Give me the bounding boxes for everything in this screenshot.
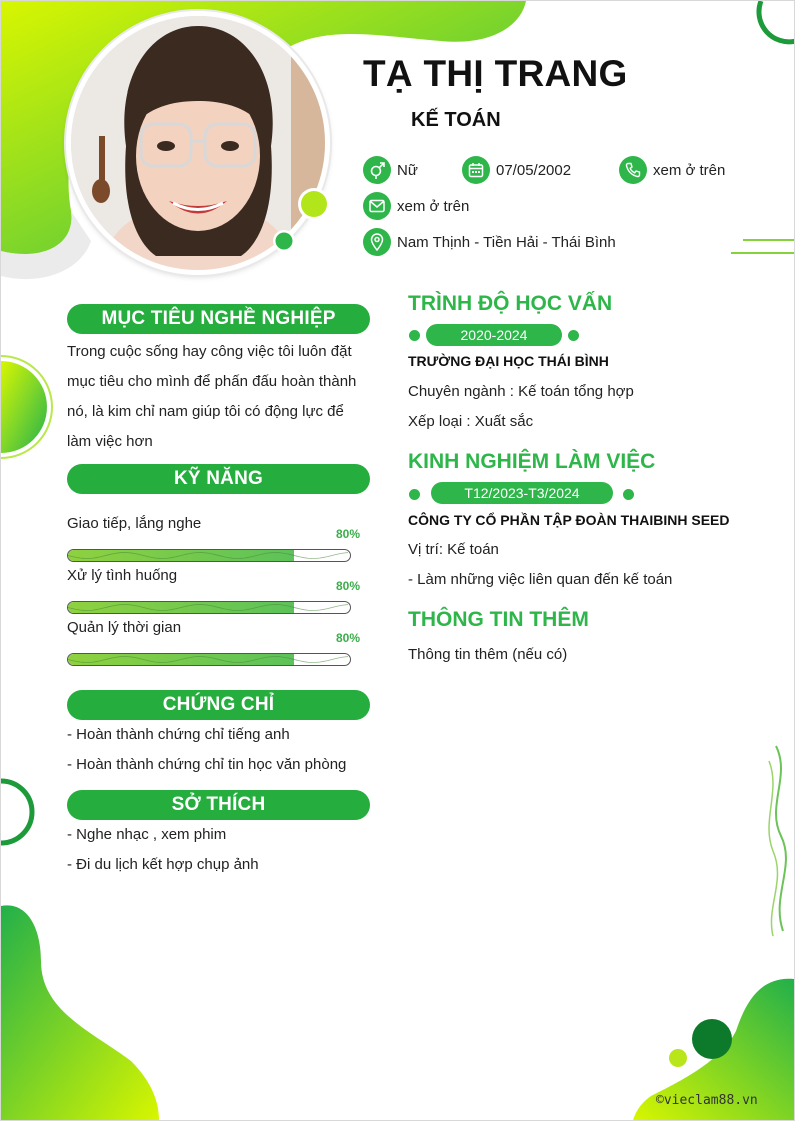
email-value: xem ở trên [397, 197, 470, 215]
gender-info [363, 156, 418, 184]
skill-label: Quản lý thời gian [67, 619, 182, 636]
gender-icon [363, 156, 391, 184]
skills-heading: KỸ NĂNG [67, 464, 370, 494]
certificate-item: - Hoàn thành chứng chỉ tiếng anh [67, 726, 290, 743]
experience-position: Vị trí: Kế toán [408, 541, 499, 558]
mail-icon [363, 192, 391, 220]
gender-value: Nữ [397, 161, 418, 179]
bottom-left-blob [1, 905, 159, 1120]
birthday-value: 07/05/2002 [496, 161, 572, 179]
hobby-item: - Đi du lịch kết hợp chụp ảnh [67, 856, 259, 873]
certificate-item: - Hoàn thành chứng chỉ tin học văn phòng [67, 756, 347, 773]
hobby-item: - Nghe nhạc , xem phim [67, 826, 227, 843]
objective-text: Trong cuộc sống hay công việc tôi luôn đặt mục tiêu cho mình để phấn đấu hoàn thành nó, là kim chỉ nam giúp tôi có động lực để làm việc hơn [67, 343, 357, 450]
company-name: CÔNG TY CỔ PHẦN TẬP ĐOÀN THAIBINH SEED [408, 512, 730, 528]
full-name: TẠ THỊ TRANG [363, 53, 628, 94]
skill-percent: 80% [336, 527, 361, 541]
education-major: Chuyên ngành : Kế toán tổng hợp [408, 383, 634, 400]
skill-bar [67, 549, 351, 562]
experience-period: T12/2023-T3/2024 [431, 482, 613, 504]
experience-heading: KINH NGHIỆM LÀM VIỆC [408, 450, 656, 473]
bottom-right-dark-circle [692, 1019, 732, 1059]
email-info [363, 192, 469, 220]
timeline-dot [409, 330, 420, 341]
bottom-right-lime-dot [669, 1049, 687, 1067]
education-period: 2020-2024 [426, 324, 562, 346]
education-heading: TRÌNH ĐỘ HỌC VẤN [408, 292, 613, 315]
timeline-dot [409, 489, 420, 500]
address-info [363, 228, 616, 256]
education-rank: Xếp loại : Xuất sắc [408, 413, 534, 430]
extra-heading: THÔNG TIN THÊM [408, 608, 589, 631]
job-title: KẾ TOÁN [411, 109, 501, 131]
skill-label: Xử lý tình huống [67, 567, 178, 584]
skill-bar [67, 601, 351, 614]
timeline-dot [623, 489, 634, 500]
timeline-dot [568, 330, 579, 341]
school-name: TRƯỜNG ĐẠI HỌC THÁI BÌNH [408, 353, 609, 369]
phone-icon [619, 156, 647, 184]
phone-value: xem ở trên [653, 161, 726, 179]
skill-percent: 80% [336, 631, 361, 645]
location-pin-icon [363, 228, 391, 256]
hobbies-heading: SỞ THÍCH [67, 790, 370, 820]
phone-info [619, 156, 725, 184]
right-squiggle [776, 746, 786, 931]
extra-text: Thông tin thêm (nếu có) [408, 646, 568, 663]
skill-label: Giao tiếp, lắng nghe [67, 515, 202, 532]
certificates-heading: CHỨNG CHỈ [67, 690, 370, 720]
left-arc-middle [1, 781, 32, 843]
watermark: ©vieclam88.vn [656, 1093, 758, 1108]
birthday-info [462, 156, 571, 184]
address-value: Nam Thịnh - Tiền Hải - Thái Bình [397, 233, 616, 251]
skill-percent: 80% [336, 579, 361, 593]
experience-duty: - Làm những việc liên quan đến kế toán [408, 571, 673, 588]
avatar-dots [1, 1, 794, 301]
calendar-icon [462, 156, 490, 184]
objective-heading: MỤC TIÊU NGHỀ NGHIỆP [67, 304, 370, 334]
skill-bar [67, 653, 351, 666]
